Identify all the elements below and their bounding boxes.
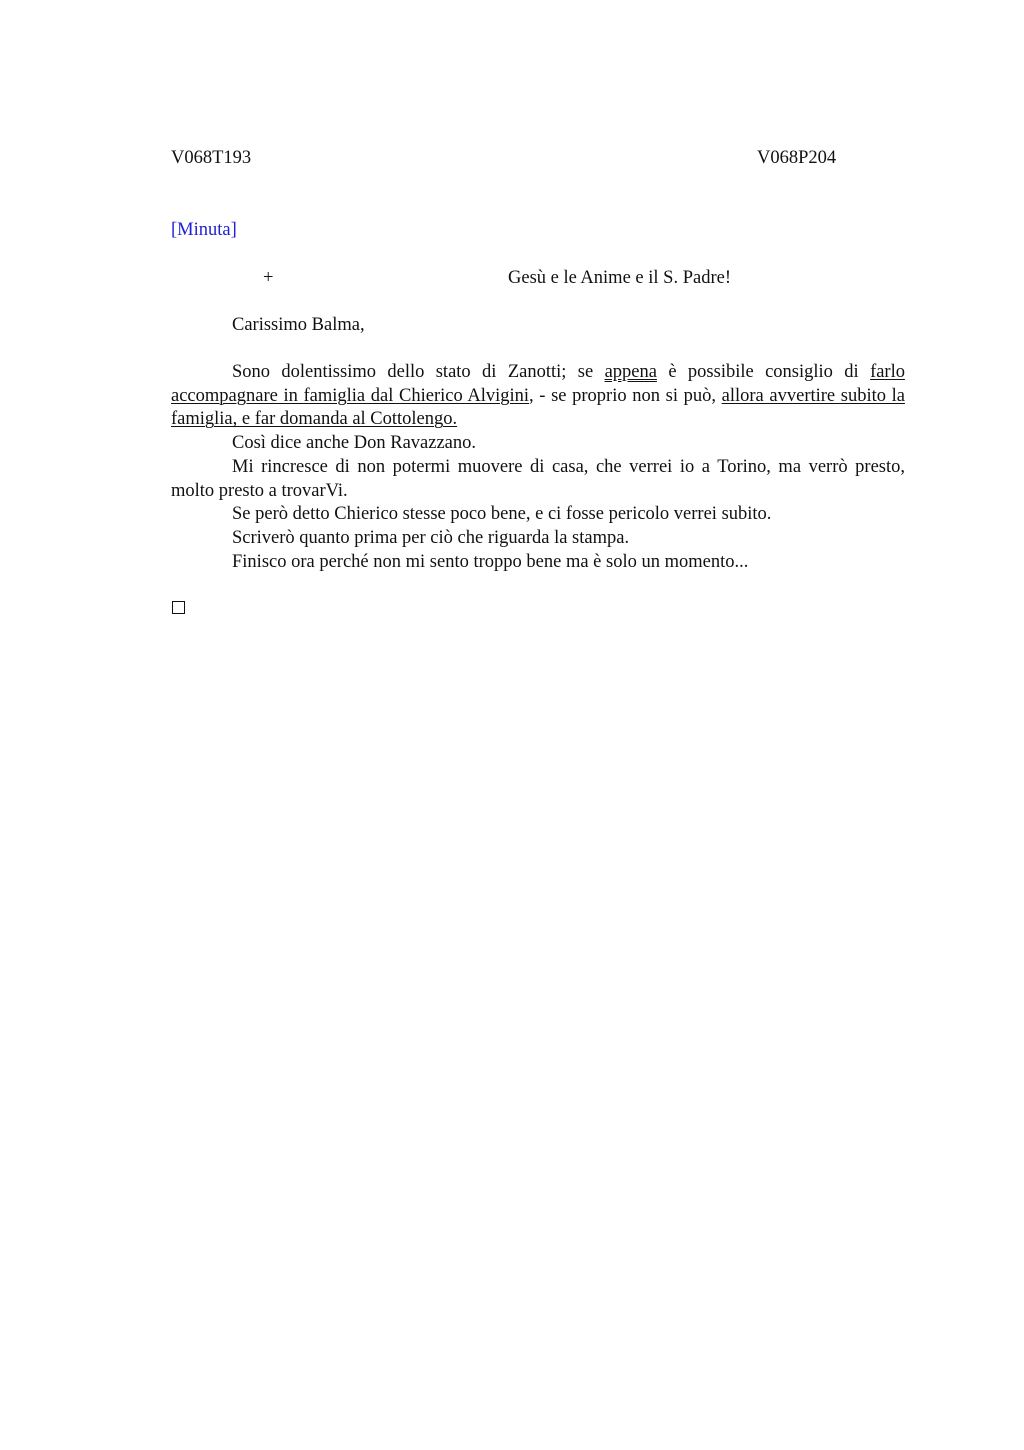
document-reference-right: V068P204 <box>757 148 837 168</box>
underlined-text: appena <box>604 362 657 382</box>
letter-body <box>171 361 905 574</box>
paragraph-5: Scriverò quanto prima per ciò che riguarda la stampa. <box>232 527 630 548</box>
text-segment: è possibile consiglio di <box>656 362 871 382</box>
draft-label: [Minuta] <box>171 220 237 240</box>
empty-square-icon <box>172 601 185 614</box>
underlined-text: allora avvertire subito la famiglia, e far domanda al Cottolengo. <box>171 385 905 430</box>
text-segment: , - se proprio non si può, <box>529 385 722 406</box>
paragraph-1 <box>171 361 905 432</box>
paragraph-6: Finisco ora perché non mi sento troppo bene ma è solo un momento... <box>232 551 749 572</box>
salutation: Carissimo Balma, <box>232 315 365 335</box>
paragraph-4: Se però detto Chierico stesse poco bene, e ci fosse pericolo verrei subito. <box>232 504 772 525</box>
paragraph-3: Mi rincresce di non potermi muovere di casa, che verrei io a Torino, ma verrò presto, molto presto a trovarVi. <box>171 456 905 501</box>
document-reference-left: V068T193 <box>171 148 252 168</box>
underlined-text: farlo accompagnare in famiglia dal Chierico Alvigini <box>171 362 905 406</box>
cross-mark: + <box>263 268 274 288</box>
paragraph-2: Così dice anche Don Ravazzano. <box>232 433 477 454</box>
text-segment: Sono dolentissimo dello stato di Zanotti; se <box>232 362 605 382</box>
invocation-heading: Gesù e le Anime e il S. Padre! <box>508 268 731 288</box>
